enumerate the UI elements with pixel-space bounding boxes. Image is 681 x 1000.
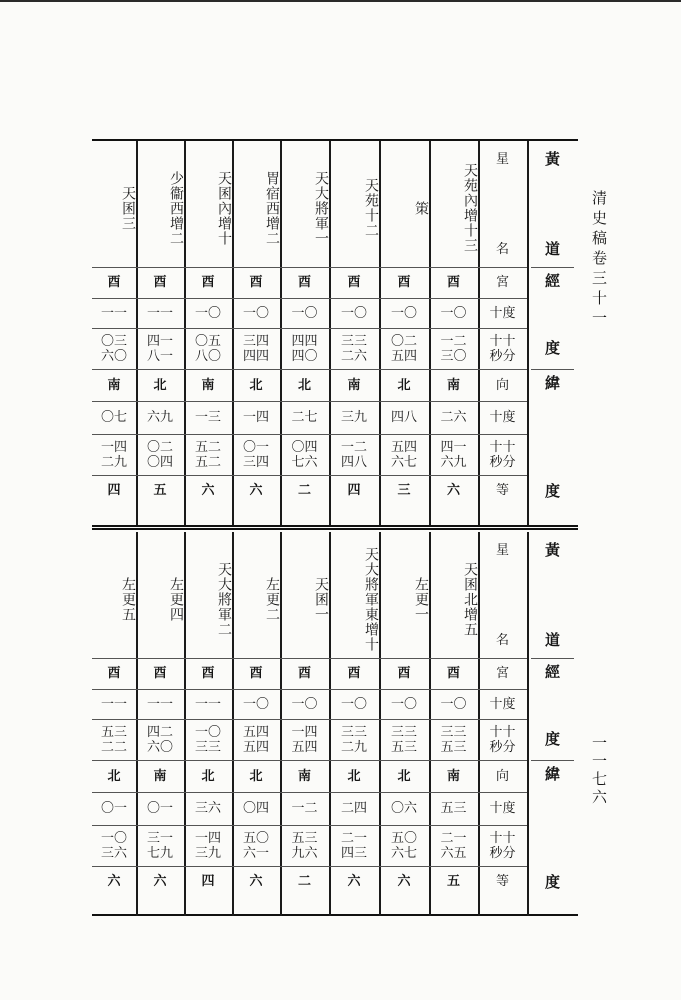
star-deg: 一〇 <box>242 305 269 321</box>
header-label: 道 <box>544 630 560 649</box>
star-sec-min: 三三 二九 <box>340 724 367 755</box>
row-label: 十度 <box>489 305 516 321</box>
star-dir: 北 <box>249 377 263 393</box>
star-mag: 六 <box>249 482 263 498</box>
header-label: 黃 <box>544 149 560 168</box>
star-lat-deg: 〇一 <box>100 801 127 816</box>
star-catalogue-table <box>92 139 578 917</box>
star-palace: 酉 <box>446 666 460 681</box>
running-title: 清史稿卷三十一 <box>590 190 608 330</box>
header-label: 道 <box>544 239 560 258</box>
label-name: 名 <box>495 241 509 257</box>
star-dir: 北 <box>201 768 215 784</box>
star-palace: 酉 <box>249 275 263 290</box>
header-divider <box>531 267 574 268</box>
star-name: 左更二 <box>264 576 280 622</box>
star-deg: 一〇 <box>440 696 467 712</box>
star-palace: 酉 <box>446 275 460 290</box>
star-dir: 南 <box>446 377 460 393</box>
star-sec-min: 〇三 六〇 <box>100 333 127 364</box>
star-deg: 一〇 <box>340 696 367 712</box>
column-divider <box>527 141 529 525</box>
row-label: 向 <box>495 768 509 784</box>
star-dir: 南 <box>297 768 311 784</box>
star-name: 天苑內增十三 <box>462 163 478 253</box>
star-lat-deg: 三九 <box>340 410 367 425</box>
star-mag: 六 <box>347 873 361 889</box>
star-lat-sec_min: 〇二 〇四 <box>146 439 173 470</box>
star-mag: 六 <box>446 482 460 498</box>
header-label: 度 <box>544 872 560 891</box>
row-label: 宮 <box>495 275 509 290</box>
star-mag: 六 <box>249 873 263 889</box>
star-sec-min: 四二 六〇 <box>146 724 173 755</box>
star-sec-min: 一二 三〇 <box>440 333 467 364</box>
star-lat-sec_min: 〇一 三四 <box>242 439 269 470</box>
label-name: 名 <box>495 632 509 648</box>
label-star: 星 <box>495 151 509 167</box>
row-label: 十度 <box>489 801 516 816</box>
star-palace: 酉 <box>297 666 311 681</box>
star-lat-sec_min: 五四 六七 <box>390 439 417 470</box>
star-name: 胃宿西增二 <box>264 170 280 246</box>
star-deg: 一〇 <box>291 305 318 321</box>
star-deg: 一〇 <box>242 696 269 712</box>
row-label: 十十 秒分 <box>489 830 516 861</box>
star-deg: 一一 <box>146 696 173 712</box>
star-mag: 五 <box>153 482 167 498</box>
star-lat-deg: 一三 <box>194 410 221 425</box>
star-dir: 北 <box>153 377 167 393</box>
row-label: 十度 <box>489 696 516 712</box>
star-dir: 北 <box>297 377 311 393</box>
star-mag: 二 <box>297 873 311 889</box>
header-label: 經 <box>544 271 560 290</box>
star-name: 天苑十二 <box>363 178 379 238</box>
header-label: 經 <box>544 662 560 681</box>
star-name: 左更四 <box>168 576 184 622</box>
row-label: 十十 秒分 <box>489 333 516 364</box>
row-label: 十度 <box>489 410 516 425</box>
star-lat-deg: 三六 <box>194 801 221 816</box>
star-palace: 酉 <box>397 666 411 681</box>
star-lat-sec_min: 一〇 三六 <box>100 830 127 861</box>
star-lat-sec_min: 三一 七九 <box>146 830 173 861</box>
star-lat-sec_min: 一四 三九 <box>194 830 221 861</box>
star-deg: 一一 <box>100 696 127 712</box>
star-dir: 北 <box>397 768 411 784</box>
star-sec-min: 三四 四四 <box>242 333 269 364</box>
table-bottom-rule <box>92 914 578 916</box>
row-label: 十十 秒分 <box>489 439 516 470</box>
star-palace: 酉 <box>201 666 215 681</box>
star-sec-min: 〇二 五四 <box>390 333 417 364</box>
star-sec-min: 一〇 三三 <box>194 724 221 755</box>
star-palace: 酉 <box>397 275 411 290</box>
header-divider <box>531 369 574 370</box>
star-deg: 一〇 <box>390 305 417 321</box>
star-lat-sec_min: 一二 四八 <box>340 439 367 470</box>
header-divider <box>531 760 574 761</box>
star-dir: 北 <box>397 377 411 393</box>
star-name: 少衞西增二 <box>168 170 184 246</box>
star-sec-min: 四四 四〇 <box>291 333 318 364</box>
star-palace: 酉 <box>107 666 121 681</box>
star-dir: 南 <box>153 768 167 784</box>
star-lat-sec_min: 五二 五二 <box>194 439 221 470</box>
star-dir: 北 <box>107 768 121 784</box>
star-name: 天囷北增五 <box>462 561 478 637</box>
star-mag: 四 <box>347 482 361 498</box>
star-lat-deg: 〇一 <box>146 801 173 816</box>
star-palace: 酉 <box>347 666 361 681</box>
star-name: 天大將軍一 <box>313 170 329 246</box>
block-separator-rule <box>92 528 578 530</box>
star-lat-deg: 六九 <box>146 410 173 425</box>
star-sec-min: 一四 五四 <box>291 724 318 755</box>
star-sec-min: 五三 二二 <box>100 724 127 755</box>
star-mag: 四 <box>201 873 215 889</box>
header-label: 度 <box>544 338 560 357</box>
star-mag: 四 <box>107 482 121 498</box>
star-sec-min: 三三 二六 <box>340 333 367 364</box>
star-lat-sec_min: 五〇 六七 <box>390 830 417 861</box>
star-lat-sec_min: 〇四 七六 <box>291 439 318 470</box>
star-lat-deg: 四八 <box>390 410 417 425</box>
star-palace: 酉 <box>347 275 361 290</box>
star-sec-min: 三三 五三 <box>440 724 467 755</box>
header-label: 黃 <box>544 540 560 559</box>
star-lat-sec_min: 四一 六九 <box>440 439 467 470</box>
row-label: 十十 秒分 <box>489 724 516 755</box>
star-palace: 酉 <box>153 666 167 681</box>
star-name: 天囷一 <box>313 576 329 622</box>
star-lat-deg: 二四 <box>340 801 367 816</box>
header-label: 度 <box>544 729 560 748</box>
star-name: 天囷內增十 <box>216 170 232 246</box>
star-lat-deg: 〇六 <box>390 801 417 816</box>
star-lat-deg: 二七 <box>291 410 318 425</box>
star-lat-sec_min: 五三 九六 <box>291 830 318 861</box>
star-palace: 酉 <box>201 275 215 290</box>
star-mag: 五 <box>446 873 460 889</box>
row-label: 向 <box>495 377 509 393</box>
star-dir: 南 <box>446 768 460 784</box>
header-label: 度 <box>544 481 560 500</box>
star-deg: 一〇 <box>291 696 318 712</box>
top-rule <box>0 0 681 2</box>
star-deg: 一〇 <box>390 696 417 712</box>
star-lat-deg: 二六 <box>440 410 467 425</box>
star-mag: 二 <box>297 482 311 498</box>
star-lat-deg: 五三 <box>440 801 467 816</box>
star-name: 天囷三 <box>120 185 136 231</box>
star-lat-sec_min: 二一 四三 <box>340 830 367 861</box>
page-number: 一一七六 <box>590 735 608 807</box>
star-lat-sec_min: 一四 二九 <box>100 439 127 470</box>
star-sec-min: 〇五 八〇 <box>194 333 221 364</box>
star-mag: 六 <box>397 873 411 889</box>
star-deg: 一〇 <box>340 305 367 321</box>
label-star: 星 <box>495 542 509 558</box>
star-name: 天大將軍東增十 <box>363 546 379 652</box>
star-palace: 酉 <box>249 666 263 681</box>
star-deg: 一一 <box>100 305 127 321</box>
star-sec-min: 三三 五三 <box>390 724 417 755</box>
star-dir: 北 <box>249 768 263 784</box>
star-lat-sec_min: 五〇 六一 <box>242 830 269 861</box>
star-deg: 一一 <box>146 305 173 321</box>
header-label: 緯 <box>544 373 560 392</box>
star-mag: 六 <box>107 873 121 889</box>
star-dir: 南 <box>107 377 121 393</box>
row-label: 等 <box>495 482 509 498</box>
column-divider <box>527 532 529 916</box>
star-lat-sec_min: 二一 六五 <box>440 830 467 861</box>
row-label: 等 <box>495 873 509 889</box>
star-mag: 三 <box>397 482 411 498</box>
star-lat-deg: 一四 <box>242 410 269 425</box>
block-separator-rule <box>92 525 578 527</box>
row-label: 宮 <box>495 666 509 681</box>
star-deg: 一〇 <box>194 305 221 321</box>
star-palace: 酉 <box>107 275 121 290</box>
star-sec-min: 四一 八一 <box>146 333 173 364</box>
star-mag: 六 <box>153 873 167 889</box>
star-palace: 酉 <box>297 275 311 290</box>
header-label: 緯 <box>544 764 560 783</box>
star-sec-min: 五四 五四 <box>242 724 269 755</box>
star-name: 策 <box>413 200 429 216</box>
star-mag: 六 <box>201 482 215 498</box>
star-lat-deg: 〇四 <box>242 801 269 816</box>
star-dir: 北 <box>347 768 361 784</box>
star-deg: 一〇 <box>440 305 467 321</box>
star-lat-deg: 一二 <box>291 801 318 816</box>
star-name: 左更一 <box>413 576 429 622</box>
star-dir: 南 <box>201 377 215 393</box>
star-deg: 一一 <box>194 696 221 712</box>
star-dir: 南 <box>347 377 361 393</box>
star-name: 左更五 <box>120 576 136 622</box>
star-lat-deg: 〇七 <box>100 410 127 425</box>
star-palace: 酉 <box>153 275 167 290</box>
header-divider <box>531 658 574 659</box>
star-name: 天大將軍二 <box>216 561 232 637</box>
